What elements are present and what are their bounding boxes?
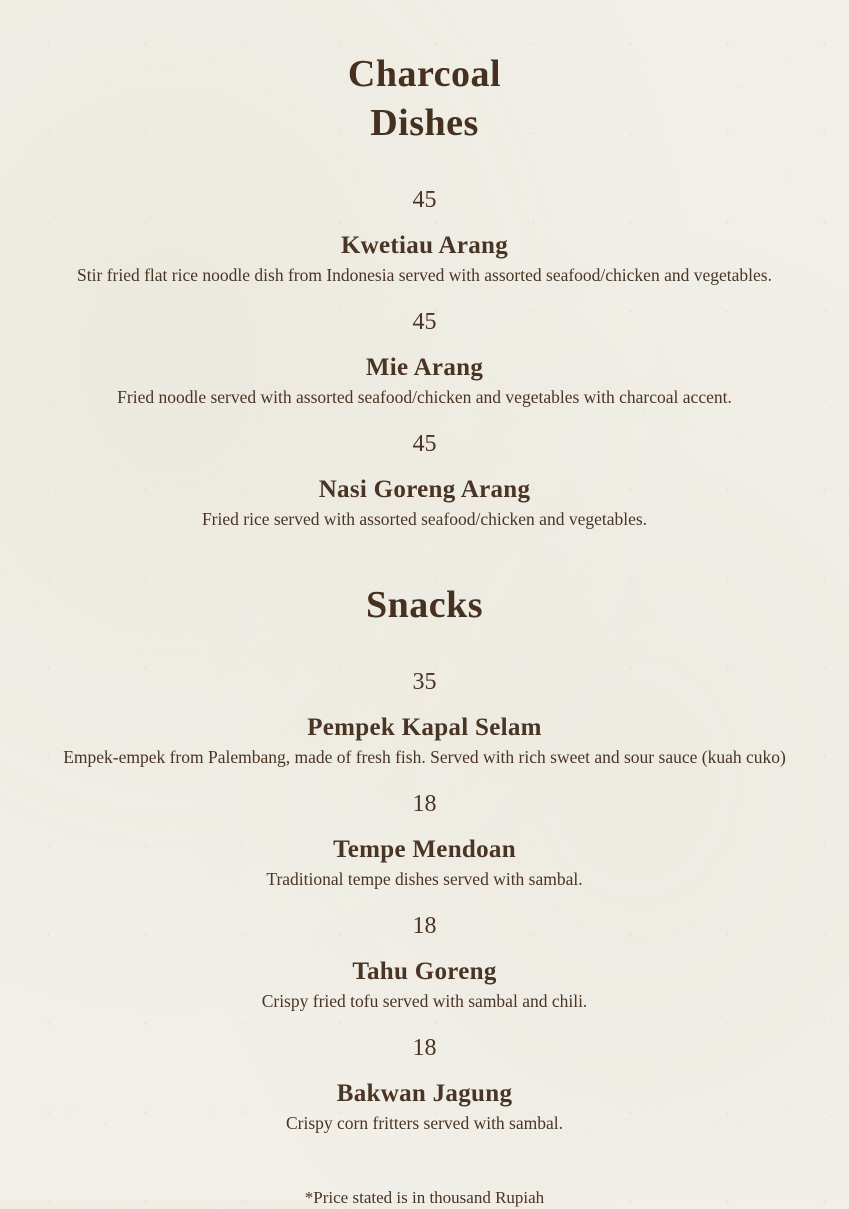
menu-item bbox=[0, 668, 849, 769]
menu-section bbox=[0, 581, 849, 1135]
menu-item bbox=[0, 912, 849, 1013]
item-name: Kwetiau Arang bbox=[340, 232, 509, 259]
item-price: 35 bbox=[412, 669, 437, 695]
item-description: Crispy corn fritters served with sambal. bbox=[285, 1113, 564, 1133]
menu-item bbox=[0, 430, 849, 531]
section-title: Snacks bbox=[365, 584, 484, 626]
item-name: Pempek Kapal Selam bbox=[307, 714, 542, 741]
item-price: 45 bbox=[412, 431, 437, 457]
item-price: 18 bbox=[412, 913, 437, 939]
section-title: Charcoal Dishes bbox=[347, 53, 502, 144]
item-description: Stir fried flat rice noodle dish from Indonesia served with assorted seafood/chicken and vegetables. bbox=[77, 265, 772, 285]
item-price: 18 bbox=[412, 1035, 437, 1061]
section-items bbox=[0, 186, 849, 531]
item-price: 45 bbox=[412, 309, 437, 335]
menu-item bbox=[0, 308, 849, 409]
menu-sections bbox=[0, 50, 849, 1135]
item-price: 18 bbox=[412, 791, 437, 817]
item-name: Bakwan Jagung bbox=[336, 1080, 513, 1107]
menu-item bbox=[0, 186, 849, 287]
section-items bbox=[0, 668, 849, 1135]
item-name: Tahu Goreng bbox=[352, 958, 497, 985]
item-name: Nasi Goreng Arang bbox=[318, 476, 531, 503]
item-price: 45 bbox=[412, 187, 437, 213]
item-name: Mie Arang bbox=[365, 354, 484, 381]
item-description: Fried noodle served with assorted seafood/chicken and vegetables with charcoal accent. bbox=[117, 387, 732, 407]
menu-item bbox=[0, 790, 849, 891]
menu-item bbox=[0, 1034, 849, 1135]
item-description: Traditional tempe dishes served with sambal. bbox=[266, 869, 583, 889]
menu-section bbox=[0, 50, 849, 531]
item-description: Empek-empek from Palembang, made of fresh fish. Served with rich sweet and sour sauce (kuah cuko) bbox=[63, 747, 786, 767]
footer-note: *Price stated is in thousand Rupiah bbox=[304, 1188, 545, 1207]
item-description: Crispy fried tofu served with sambal and chili. bbox=[261, 991, 588, 1011]
item-name: Tempe Mendoan bbox=[333, 836, 516, 863]
item-description: Fried rice served with assorted seafood/chicken and vegetables. bbox=[201, 509, 648, 529]
